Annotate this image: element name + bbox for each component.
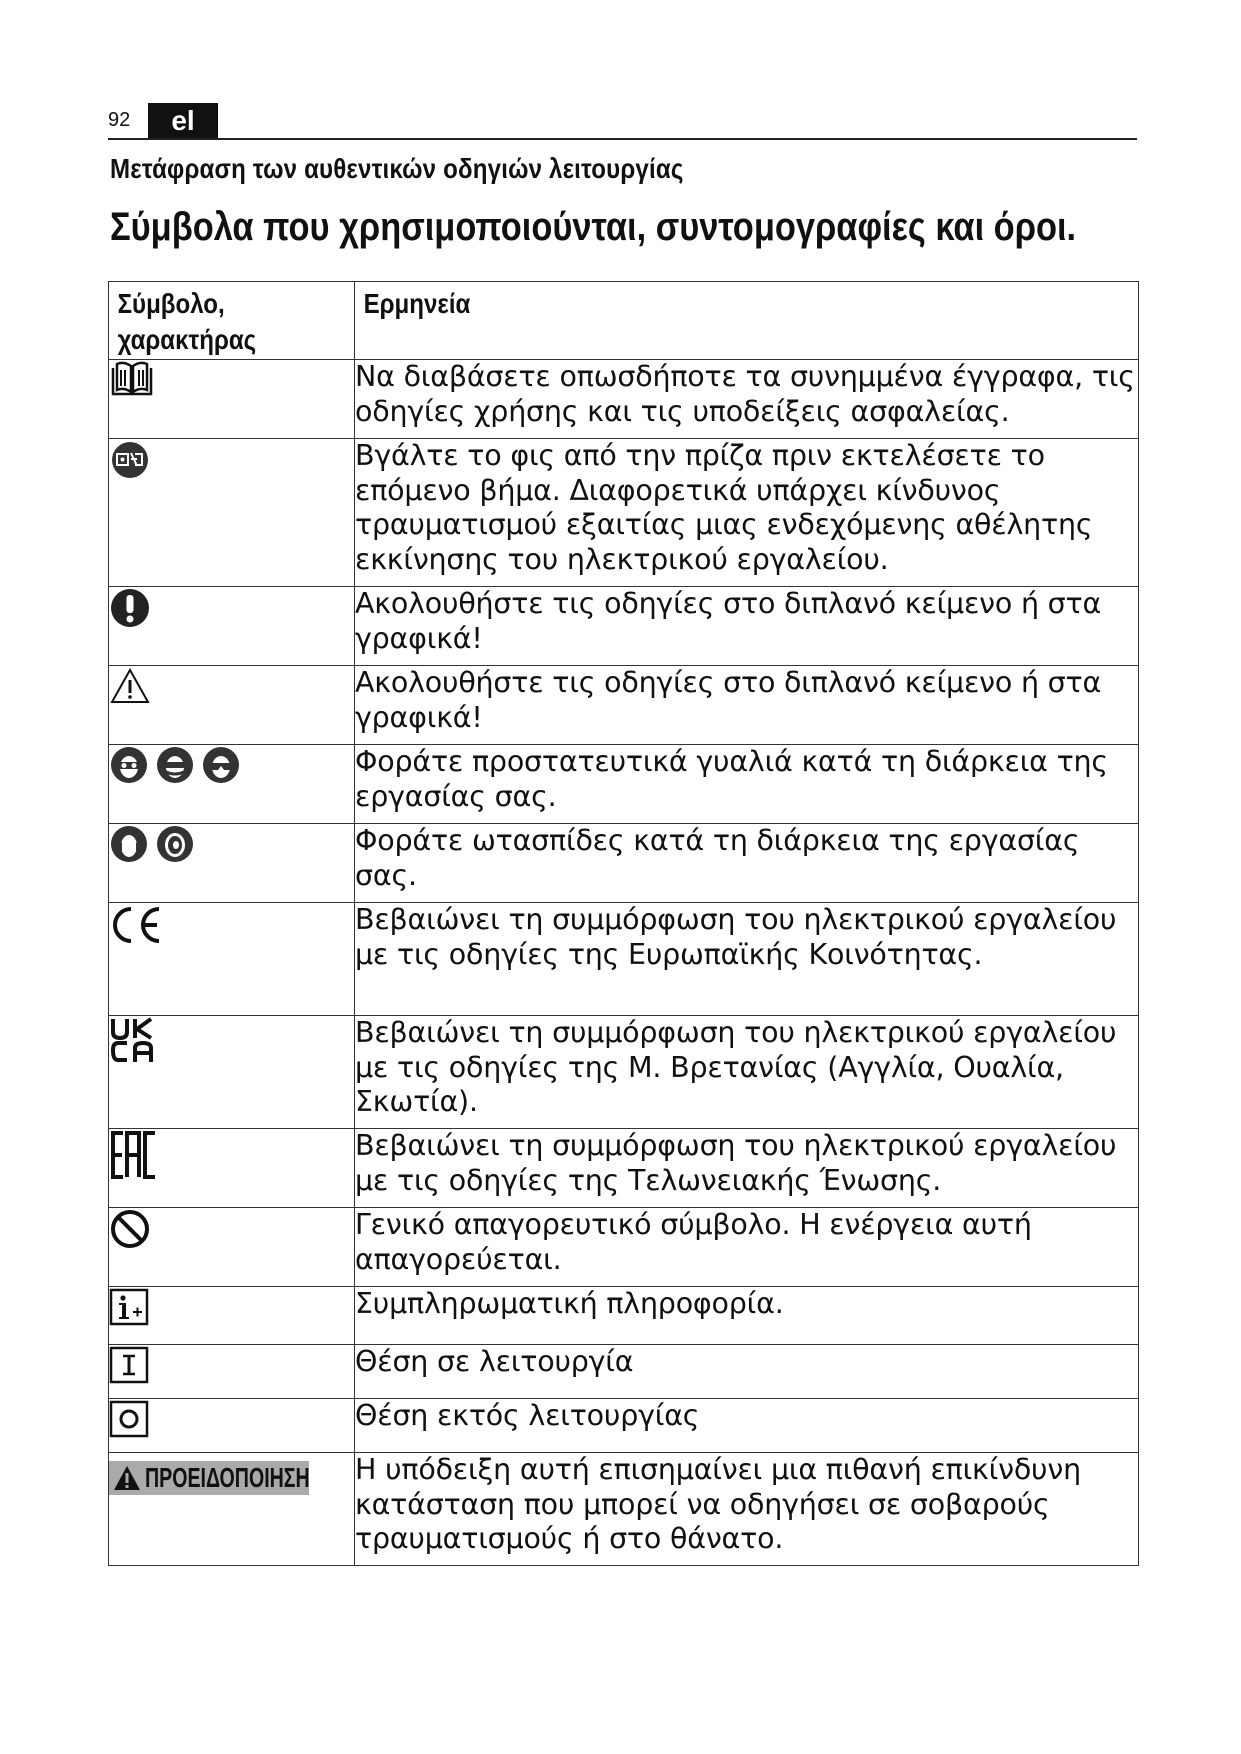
symbol-cell — [109, 666, 355, 745]
table-row — [109, 1453, 1139, 1566]
ukca-mark-icon — [109, 1016, 161, 1064]
meaning-cell: Να διαβάσετε οπωσδήποτε τα συνημμένα έγγραφα, τις οδηγίες χρήσης και τις υποδείξεις ασφαλείας. — [355, 360, 1139, 439]
symbol-cell — [109, 903, 355, 1016]
symbol-cell — [109, 1287, 355, 1345]
meaning-cell: Ακολουθήστε τις οδηγίες στο διπλανό κείμενο ή στα γραφικά! — [355, 666, 1139, 745]
page-number: 92 — [108, 109, 131, 131]
ear-muffs-icon — [109, 824, 149, 864]
column-header-symbol: Σύμβολο, χαρακτήρας — [109, 282, 355, 360]
power-off-icon — [109, 1399, 149, 1439]
symbol-cell — [109, 745, 355, 824]
table-row — [109, 903, 1139, 1016]
meaning-cell: Η υπόδειξη αυτή επισημαίνει μια πιθανή επικίνδυνη κατάσταση που μπορεί να οδηγήσει σε σοβαρούς τραυματισμούς ή στο θάνατο. — [355, 1453, 1139, 1566]
table-row — [109, 1345, 1139, 1399]
symbol-cell — [109, 1399, 355, 1453]
warning-label — [109, 1461, 309, 1495]
info-plus-icon — [109, 1287, 149, 1327]
symbol-cell — [109, 1016, 355, 1129]
safety-glasses-icon — [201, 745, 241, 785]
table-row — [109, 666, 1139, 745]
meaning-cell: Βγάλτε το φις από την πρίζα πριν εκτελέσετε το επόμενο βήμα. Διαφορετικά υπάρχει κίνδυνος τραυματισμού εξαιτίας μιας ενδεχόμενης αθέλητης εκκίνησης του ηλεκτρικού εργαλείου. — [355, 439, 1139, 587]
prohibition-icon — [109, 1208, 151, 1250]
symbols-table — [108, 281, 1139, 1566]
face-shield-icon — [155, 745, 195, 785]
meaning-cell: Συμπληρωματική πληροφορία. — [355, 1287, 1139, 1345]
language-badge: el — [148, 103, 218, 138]
read-manual-icon — [109, 360, 155, 400]
meaning-cell: Γενικό απαγορευτικό σύμβολο. Η ενέργεια αυτή απαγορεύεται. — [355, 1208, 1139, 1287]
mandatory-exclamation-icon — [109, 587, 151, 629]
page-header — [108, 103, 1137, 140]
table-header-row — [109, 282, 1139, 360]
table-row — [109, 439, 1139, 587]
symbol-cell — [109, 360, 355, 439]
table-row — [109, 745, 1139, 824]
meaning-cell: Βεβαιώνει τη συμμόρφωση του ηλεκτρικού εργαλείου με τις οδηγίες της Ευρωπαϊκής Κοινότητας. — [355, 903, 1139, 1016]
column-header-meaning: Ερμηνεία — [355, 282, 1139, 360]
table-row — [109, 1208, 1139, 1287]
page-title: Σύμβολα που χρησιμοποιούνται, συντομογραφίες και όροι. — [110, 205, 1077, 249]
meaning-cell: Θέση εκτός λειτουργίας — [355, 1399, 1139, 1453]
power-on-icon — [109, 1345, 149, 1385]
warning-label-triangle-icon — [113, 1465, 141, 1491]
unplug-icon — [109, 439, 151, 481]
warning-label-text: ΠΡΟΕΙΔΟΠΟΙΗΣΗ — [145, 1462, 310, 1493]
meaning-cell: Φοράτε προστατευτικά γυαλιά κατά τη διάρκεια της εργασίας σας. — [355, 745, 1139, 824]
document-subtitle: Μετάφραση των αυθεντικών οδηγιών λειτουργίας — [110, 153, 684, 184]
symbol-cell — [109, 587, 355, 666]
eac-mark-icon — [109, 1129, 159, 1181]
symbol-cell — [109, 439, 355, 587]
ce-mark-icon — [109, 903, 165, 947]
table-row — [109, 587, 1139, 666]
table-row — [109, 1399, 1139, 1453]
meaning-cell: Βεβαιώνει τη συμμόρφωση του ηλεκτρικού εργαλείου με τις οδηγίες της Τελωνειακής Ένωσης. — [355, 1129, 1139, 1208]
symbol-cell — [109, 1453, 355, 1566]
table-row — [109, 1287, 1139, 1345]
symbol-cell — [109, 824, 355, 903]
meaning-cell: Ακολουθήστε τις οδηγίες στο διπλανό κείμενο ή στα γραφικά! — [355, 587, 1139, 666]
table-row — [109, 360, 1139, 439]
symbol-cell — [109, 1208, 355, 1287]
symbol-cell — [109, 1129, 355, 1208]
meaning-cell: Φοράτε ωτασπίδες κατά τη διάρκεια της εργασίας σας. — [355, 824, 1139, 903]
meaning-cell: Βεβαιώνει τη συμμόρφωση του ηλεκτρικού εργαλείου με τις οδηγίες της Μ. Βρετανίας (Αγγλία, Ουαλία, Σκωτία). — [355, 1016, 1139, 1129]
symbol-cell — [109, 1345, 355, 1399]
table-row — [109, 824, 1139, 903]
ear-plugs-icon — [155, 824, 195, 864]
warning-triangle-icon — [109, 666, 151, 706]
table-row — [109, 1129, 1139, 1208]
safety-goggles-icon — [109, 745, 149, 785]
meaning-cell: Θέση σε λειτουργία — [355, 1345, 1139, 1399]
table-row — [109, 1016, 1139, 1129]
